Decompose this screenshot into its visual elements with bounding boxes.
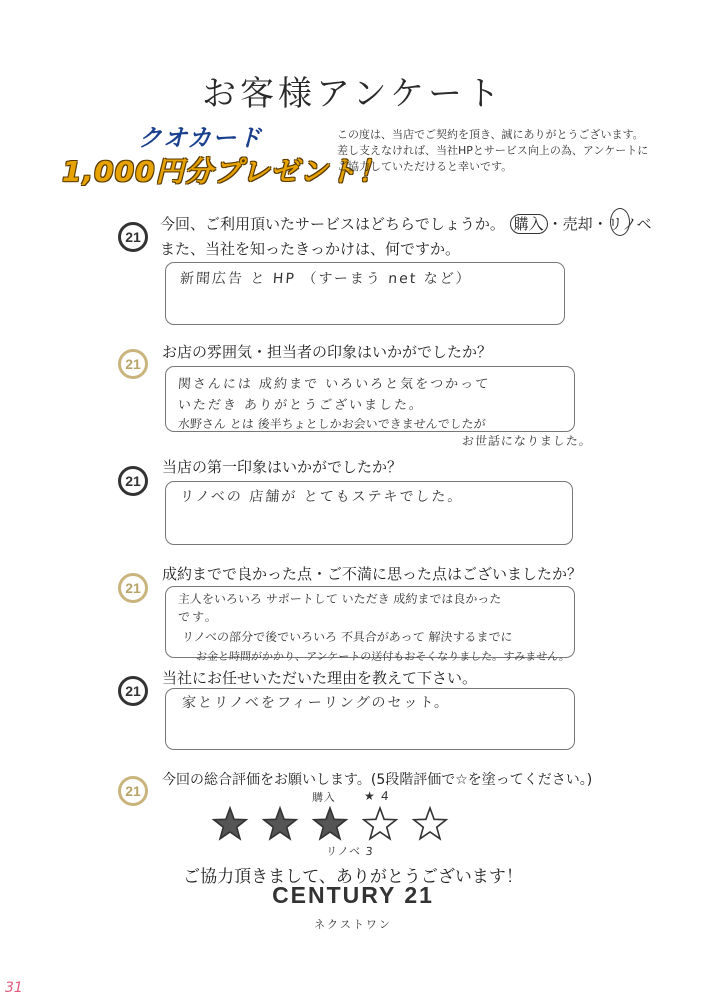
intro-text	[337, 127, 667, 175]
thanks-message: ご協力頂きまして、ありがとうございます！	[183, 867, 523, 887]
intro-line: ご協力していただけると幸いです。	[337, 160, 513, 173]
century21-logo-icon: 21	[118, 466, 148, 496]
page-number: 31	[5, 980, 23, 996]
intro-line: 差し支えなければ、当社HPとサービス向上の為、アンケートに	[337, 144, 649, 157]
option-separator: ・	[547, 215, 563, 233]
brand-subtitle: ネクストワン	[314, 918, 392, 931]
q2-answer-line: お世話になりました。	[461, 434, 593, 448]
option-renovation: リノベ	[607, 215, 652, 233]
q1-answer: 新聞広告 と HP （すーまう net など）	[179, 271, 473, 287]
brand-logo: CENTURY 21	[272, 882, 434, 908]
option-buy-circled: 購入	[510, 214, 548, 234]
star-empty-icon[interactable]	[414, 808, 446, 839]
q4-question: 成約までで良かった点・ご不満に思った点はございましたか？	[162, 565, 583, 583]
q2-answer-line: 水野さん とは 後半ちょとしかお会いできませんでしたが	[177, 417, 487, 431]
promo-amount: 1,000円分プレゼント！	[62, 155, 387, 188]
century21-logo-icon: 21	[118, 676, 148, 706]
q1-question2: また、当社を知ったきっかけは、何ですか。	[160, 240, 461, 258]
q4-answer-line: リノベの部分で後でいろいろ 不具合があって 解決するまでに	[181, 630, 514, 644]
q5-answer: 家とリノベをフィーリングのセット。	[181, 695, 451, 711]
star-filled-icon[interactable]	[214, 808, 246, 839]
q6-question: 今回の総合評価をお願いします。(5段階評価で☆を塗ってください。)	[162, 772, 593, 788]
intro-line: この度は、当店でご契約を頂き、誠にありがとうございます。	[337, 128, 644, 141]
renovation-circle-mark	[610, 208, 630, 236]
star-filled-icon[interactable]	[314, 808, 346, 839]
q1-question-text: 今回、ご利用頂いたサービスはどちらでしょうか。	[160, 215, 505, 233]
rating-note-buy-label: 購入	[311, 791, 337, 804]
survey-title: お客様アンケート	[202, 74, 504, 114]
star-filled-icon[interactable]	[264, 808, 296, 839]
star-rating-svg	[210, 805, 470, 845]
q2-answer-line: いただき ありがとうございました。	[177, 398, 425, 413]
star-empty-icon[interactable]	[364, 808, 396, 839]
q2-answer-line: 関さんには 成約まで いろいろと気をつかって	[177, 377, 491, 392]
century21-logo-icon: 21	[118, 776, 148, 806]
century21-logo-icon: 21	[118, 222, 148, 252]
star-rating[interactable]	[210, 805, 470, 845]
century21-logo-icon: 21	[118, 573, 148, 603]
option-separator: ・	[592, 215, 608, 233]
q3-question: 当店の第一印象はいかがでしたか？	[162, 458, 403, 476]
rating-note-renovation: リノベ 3	[325, 845, 375, 858]
q5-question: 当社にお任せいただいた理由を教えて下さい。	[162, 669, 478, 687]
q4-answer-line: です。	[177, 610, 220, 624]
q4-answer-line: 主人をいろいろ サポートして いただき 成約までは良かった	[177, 592, 502, 606]
rating-note-buy-value: 4	[380, 789, 392, 803]
rating-note-buy-star-icon: ★	[363, 789, 378, 803]
q3-answer: リノベの 店舗が とてもステキでした。	[179, 489, 464, 505]
promo-quocard: クオカード	[138, 124, 263, 152]
q1-question	[160, 213, 652, 234]
q4-answer-line: お金と時間がかかり、アンケートの送付もおそくなりました。すみません。	[195, 650, 571, 663]
option-sell: 売却	[562, 215, 593, 233]
century21-logo-icon: 21	[118, 349, 148, 379]
q2-question: お店の雰囲気・担当者の印象はいかがでしたか？	[162, 343, 493, 361]
